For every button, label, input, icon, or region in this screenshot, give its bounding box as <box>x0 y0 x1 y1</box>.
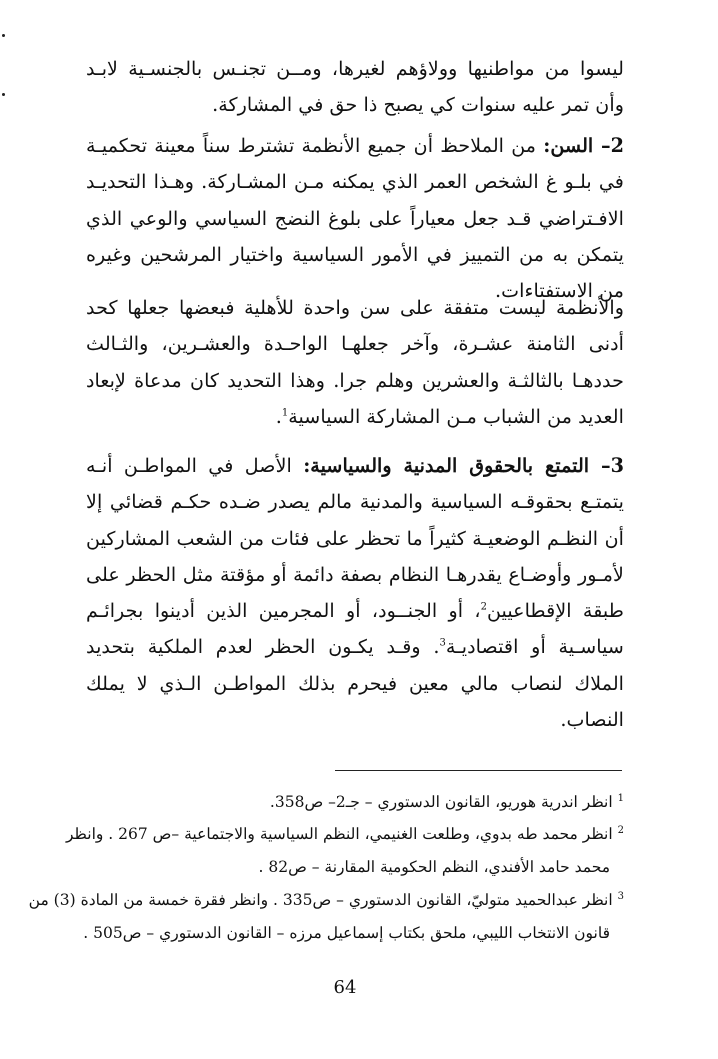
footnote-line <box>65 818 624 851</box>
section-heading-age: 2– السن: <box>543 134 624 157</box>
footnote-text: انظر عبدالحميد متوليّ، القانون الدستوري – ص335 . وانظر فقرة خمسة من المادة (3) من <box>28 891 613 909</box>
paragraph-age-systems <box>86 290 624 435</box>
scan-edge-mark <box>2 93 5 96</box>
paragraph-text: من الملاحظ أن جميع الأنظمة تشترط سناً معينة تحكميـة في بلـو غ الشخص العمر الذي يمكنه مـن المشـاركة. وهـذا التحديـد الافـتراضي قـد جعل معياراً على بلوغ النضج السياسي والوعي الذي يتمكن به من التمييز في الأمور السياسية واختيار المرشحين وغيره من الاستفتاءات. <box>86 134 624 303</box>
paragraph-nationality-continuation <box>86 51 624 124</box>
paragraph-text: والأنظمة ليست متفقة على سن واحدة للأهلية فبعضها جعلها كحد أدنى الثامنة عشـرة، وآخر جعلهـا الواحـدة والعشـرين، والثـالث حددهـا بالثالثـة والعشرين وهلم جرا. وهذا التحديد كان مدعاة لإبعاد العديد من الشباب مـن المشاركة السياسية <box>86 296 624 428</box>
footnote-line <box>70 851 624 884</box>
paragraph-text-end: . <box>275 404 282 428</box>
footnote-marker: 3 <box>617 890 624 902</box>
footnote-reference-3: 3 <box>439 638 446 650</box>
footnote-text: قانون الانتخاب الليبي، ملحق بكتاب إسماعيل مرزه – القانون الدستوري – ص505 . <box>83 924 610 942</box>
footnote-1 <box>70 786 624 819</box>
footnote-text: انظر اندرية هوريو، القانون الدستوري – جـ2– ص358. <box>269 793 613 811</box>
footnote-reference-2: 2 <box>480 601 487 613</box>
footnote-marker: 2 <box>617 824 624 836</box>
paragraph-text: ليسوا من مواطنيها وولاؤهم لغيرها، ومــن تجنـس بالجنسـية لابـد وأن تمر عليه سنوات كي يصبح ذا حق في المشاركة. <box>86 57 624 117</box>
paragraph-text: الأصل في المواطـن أنـه يتمتـع بحقوقـه السياسية والمدنية مالم يصدر ضـده حكـم قضائي إلا أن النظـم الوضعيـة كثيراً ما تحظر على فئات من الشعب المشاركين لأمـور وأوضـاع يقدرهـا النظام بصفة دائمة أو مؤقتة مثل الحظر على طبقة الإقطاعيين <box>86 454 624 623</box>
section-heading-rights: 3– التمتع بالحقوق المدنية والسياسية: <box>303 454 624 477</box>
paragraph-age-requirement <box>86 128 624 309</box>
paragraph-text: ، أو الجنــود، أو المجرمين الذين أدينوا بجرائـم سياسـية أو اقتصاديـة <box>86 599 624 659</box>
paragraph-civil-political-rights <box>86 448 624 738</box>
footnote-text: انظر محمد طه بدوي، وطلعت الغنيمي، النظم السياسية والاجتماعية –ص 267 . وانظر <box>65 825 613 843</box>
page-number: 64 <box>333 977 357 998</box>
footnote-line <box>70 917 624 950</box>
footnote-text: محمد حامد الأفندي، النظم الحكومية المقارنة – ص82 . <box>258 858 610 876</box>
footnote-3 <box>28 884 624 950</box>
footnote-separator <box>335 770 622 771</box>
footnote-marker: 1 <box>617 792 624 804</box>
footnote-reference-1: 1 <box>281 407 289 419</box>
footnote-2 <box>65 818 624 884</box>
paragraph-text: . وقـد يكـون الحظر لعدم الملكية بتحديد الملاك لنصاب مالي معين فيحرم بذلك المواطـن الـذي لا يملك النصاب. <box>86 635 624 732</box>
scan-edge-mark <box>2 34 5 37</box>
footnote-line <box>70 786 624 819</box>
footnote-line <box>28 884 624 917</box>
